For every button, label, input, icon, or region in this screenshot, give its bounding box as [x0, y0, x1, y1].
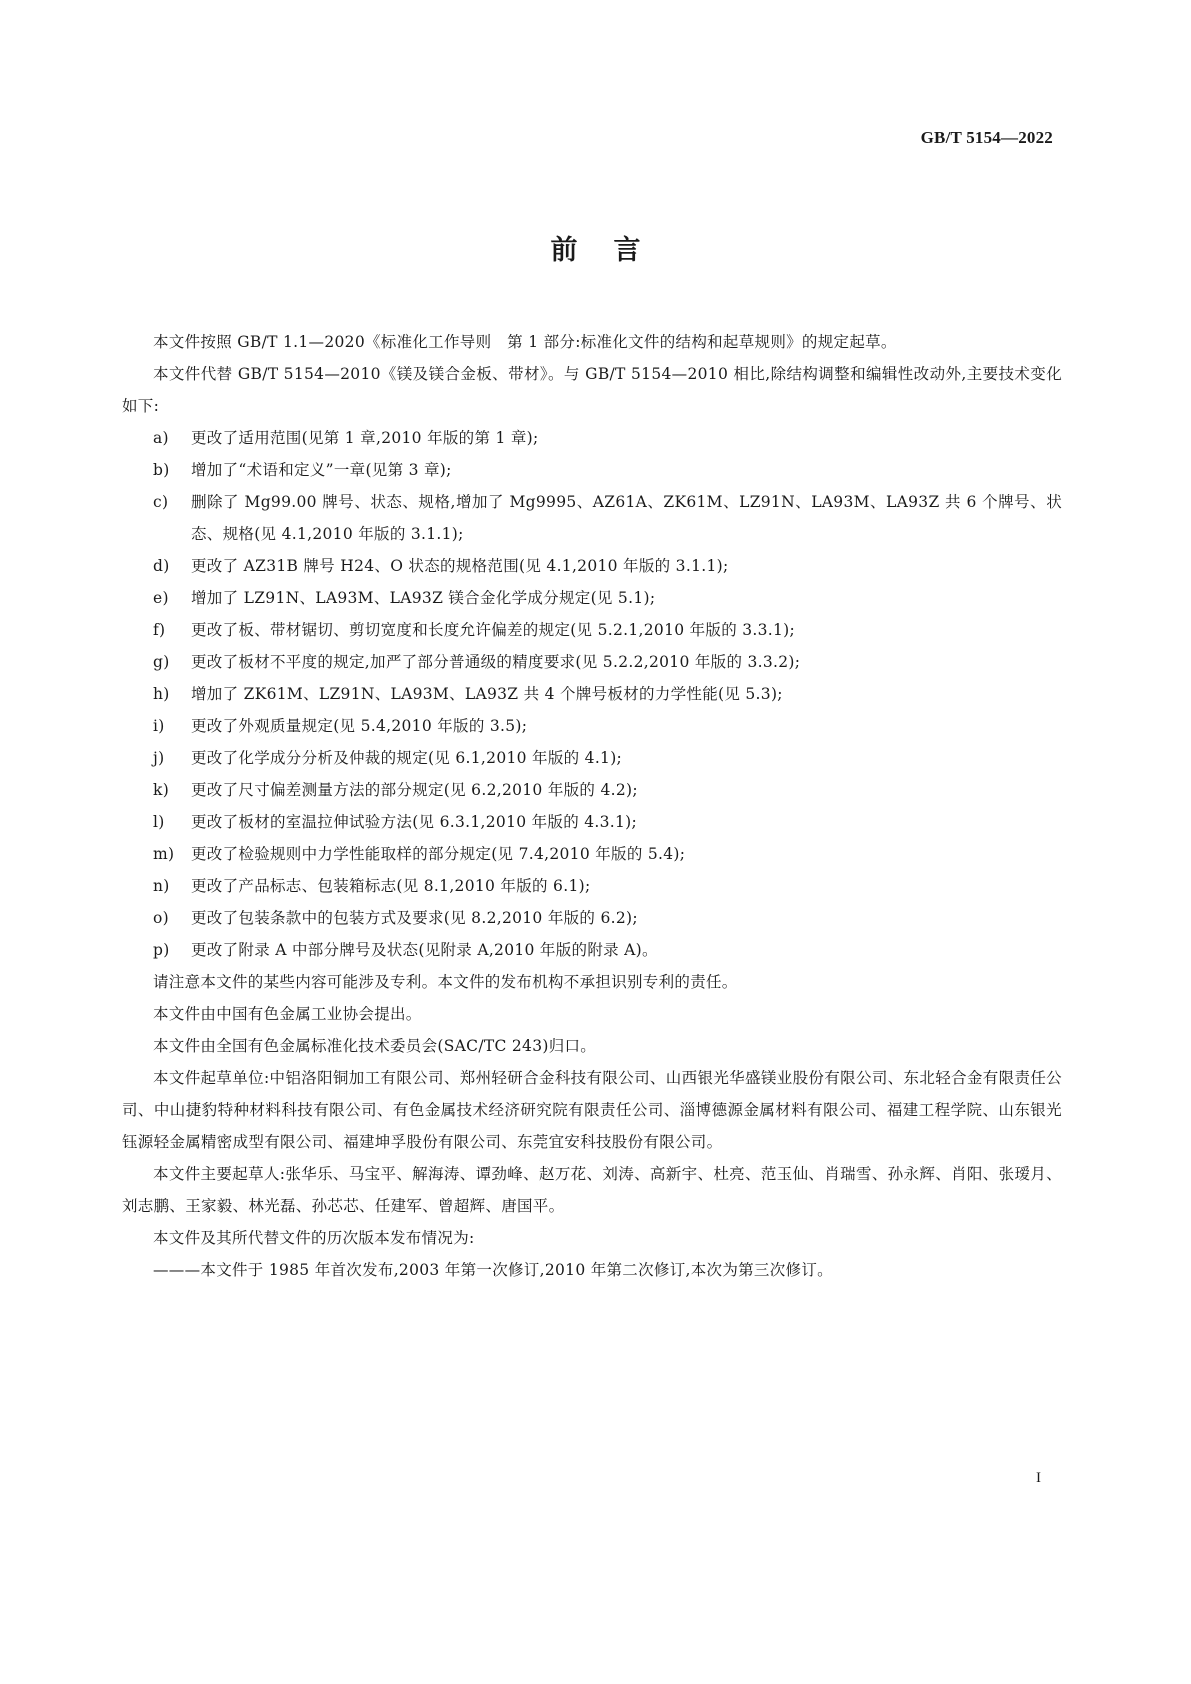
list-text: 更改了化学成分分析及仲裁的规定(见 6.1,2010 年版的 4.1);: [191, 749, 623, 767]
list-text: 增加了 LZ91N、LA93M、LA93Z 镁合金化学成分规定(见 5.1);: [191, 589, 656, 607]
version-history-heading: 本文件及其所代替文件的历次版本发布情况为:: [153, 1229, 475, 1247]
list-text: 更改了 AZ31B 牌号 H24、O 状态的规格范围(见 4.1,2010 年版的 3.1.1);: [191, 557, 729, 575]
list-text: 更改了适用范围(见第 1 章,2010 年版的第 1 章);: [191, 429, 539, 447]
technical-changes-list: [122, 422, 1062, 966]
list-marker: b): [153, 461, 170, 479]
list-item: [153, 902, 1062, 934]
foreword-body: [122, 326, 1062, 1286]
list-text: 更改了包装条款中的包装方式及要求(见 8.2,2010 年版的 6.2);: [191, 909, 638, 927]
list-marker: m): [153, 845, 175, 863]
list-item: [153, 422, 1062, 454]
list-item: [153, 646, 1062, 678]
drafting-organizations: 本文件起草单位:中铝洛阳铜加工有限公司、郑州轻研合金科技有限公司、山西银光华盛镁业股份有限公司、东北轻合金有限责任公司、中山捷豹特种材料科技有限公司、有色金属技术经济研究院有限责任公司、淄博德源金属材料有限公司、福建工程学院、山东银光钰源轻金属精密成型有限公司、福建坤孚股份有限公司、东莞宜安科技股份有限公司。: [122, 1069, 1062, 1151]
list-item: [153, 486, 1062, 550]
page-title: 前言: [550, 235, 677, 266]
main-drafters: 本文件主要起草人:张华乐、马宝平、解海涛、谭劲峰、赵万花、刘涛、高新宇、杜亮、范玉仙、肖瑞雪、孙永辉、肖阳、张瑷月、刘志鹏、王家毅、林光磊、孙芯芯、任建军、曾超辉、唐国平。: [122, 1165, 1062, 1215]
list-item: [153, 806, 1062, 838]
list-text: 更改了检验规则中力学性能取样的部分规定(见 7.4,2010 年版的 5.4);: [191, 845, 686, 863]
list-text: 更改了板材的室温拉伸试验方法(见 6.3.1,2010 年版的 4.3.1);: [191, 813, 638, 831]
list-marker: o): [153, 909, 169, 927]
proposer-statement: 本文件由中国有色金属工业协会提出。: [153, 1005, 422, 1023]
committee-statement: 本文件由全国有色金属标准化技术委员会(SAC/TC 243)归口。: [153, 1037, 597, 1055]
list-item: [153, 774, 1062, 806]
version-history-item: ———本文件于 1985 年首次发布,2003 年第一次修订,2010 年第二次修订,本次为第三次修订。: [153, 1261, 833, 1279]
intro-paragraph-replacement: 本文件代替 GB/T 5154—2010《镁及镁合金板、带材》。与 GB/T 5154—2010 相比,除结构调整和编辑性改动外,主要技术变化如下:: [122, 365, 1062, 415]
list-text: 更改了尺寸偏差测量方法的部分规定(见 6.2,2010 年版的 4.2);: [191, 781, 638, 799]
list-item: [153, 614, 1062, 646]
list-marker: a): [153, 429, 169, 447]
list-marker: g): [153, 653, 170, 671]
intro-paragraph-drafting: 本文件按照 GB/T 1.1—2020《标准化工作导则 第 1 部分:标准化文件的结构和起草规则》的规定起草。: [153, 333, 897, 351]
list-marker: d): [153, 557, 170, 575]
page-number: I: [1036, 1470, 1041, 1486]
list-marker: c): [153, 493, 169, 511]
list-text: 增加了 ZK61M、LZ91N、LA93M、LA93Z 共 4 个牌号板材的力学性能(见 5.3);: [191, 685, 783, 703]
list-item: [153, 710, 1062, 742]
list-item: [153, 550, 1062, 582]
list-marker: l): [153, 813, 165, 831]
list-item: [153, 742, 1062, 774]
list-marker: h): [153, 685, 170, 703]
list-text: 更改了板、带材锯切、剪切宽度和长度允许偏差的规定(见 5.2.1,2010 年版的 3.3.1);: [191, 621, 796, 639]
list-text: 更改了附录 A 中部分牌号及状态(见附录 A,2010 年版的附录 A)。: [191, 941, 658, 959]
list-item: [153, 582, 1062, 614]
patent-notice: 请注意本文件的某些内容可能涉及专利。本文件的发布机构不承担识别专利的责任。: [153, 973, 738, 991]
list-marker: p): [153, 941, 170, 959]
list-marker: i): [153, 717, 165, 735]
list-item: [153, 838, 1062, 870]
list-item: [153, 870, 1062, 902]
list-item: [153, 678, 1062, 710]
list-marker: f): [153, 621, 166, 639]
list-text: 增加了“术语和定义”一章(见第 3 章);: [191, 461, 452, 479]
list-marker: e): [153, 589, 169, 607]
list-item: [153, 934, 1062, 966]
list-text: 更改了产品标志、包装箱标志(见 8.1,2010 年版的 6.1);: [191, 877, 591, 895]
list-marker: k): [153, 781, 170, 799]
list-marker: n): [153, 877, 170, 895]
standard-number: GB/T 5154—2022: [920, 128, 1053, 147]
list-item: [153, 454, 1062, 486]
list-marker: j): [153, 749, 165, 767]
list-text: 更改了板材不平度的规定,加严了部分普通级的精度要求(见 5.2.2,2010 年版的 3.3.2);: [191, 653, 801, 671]
list-text: 删除了 Mg99.00 牌号、状态、规格,增加了 Mg9995、AZ61A、ZK61M、LZ91N、LA93M、LA93Z 共 6 个牌号、状态、规格(见 4.1,2010 年版的 3.1.1);: [191, 493, 1062, 543]
list-text: 更改了外观质量规定(见 5.4,2010 年版的 3.5);: [191, 717, 528, 735]
